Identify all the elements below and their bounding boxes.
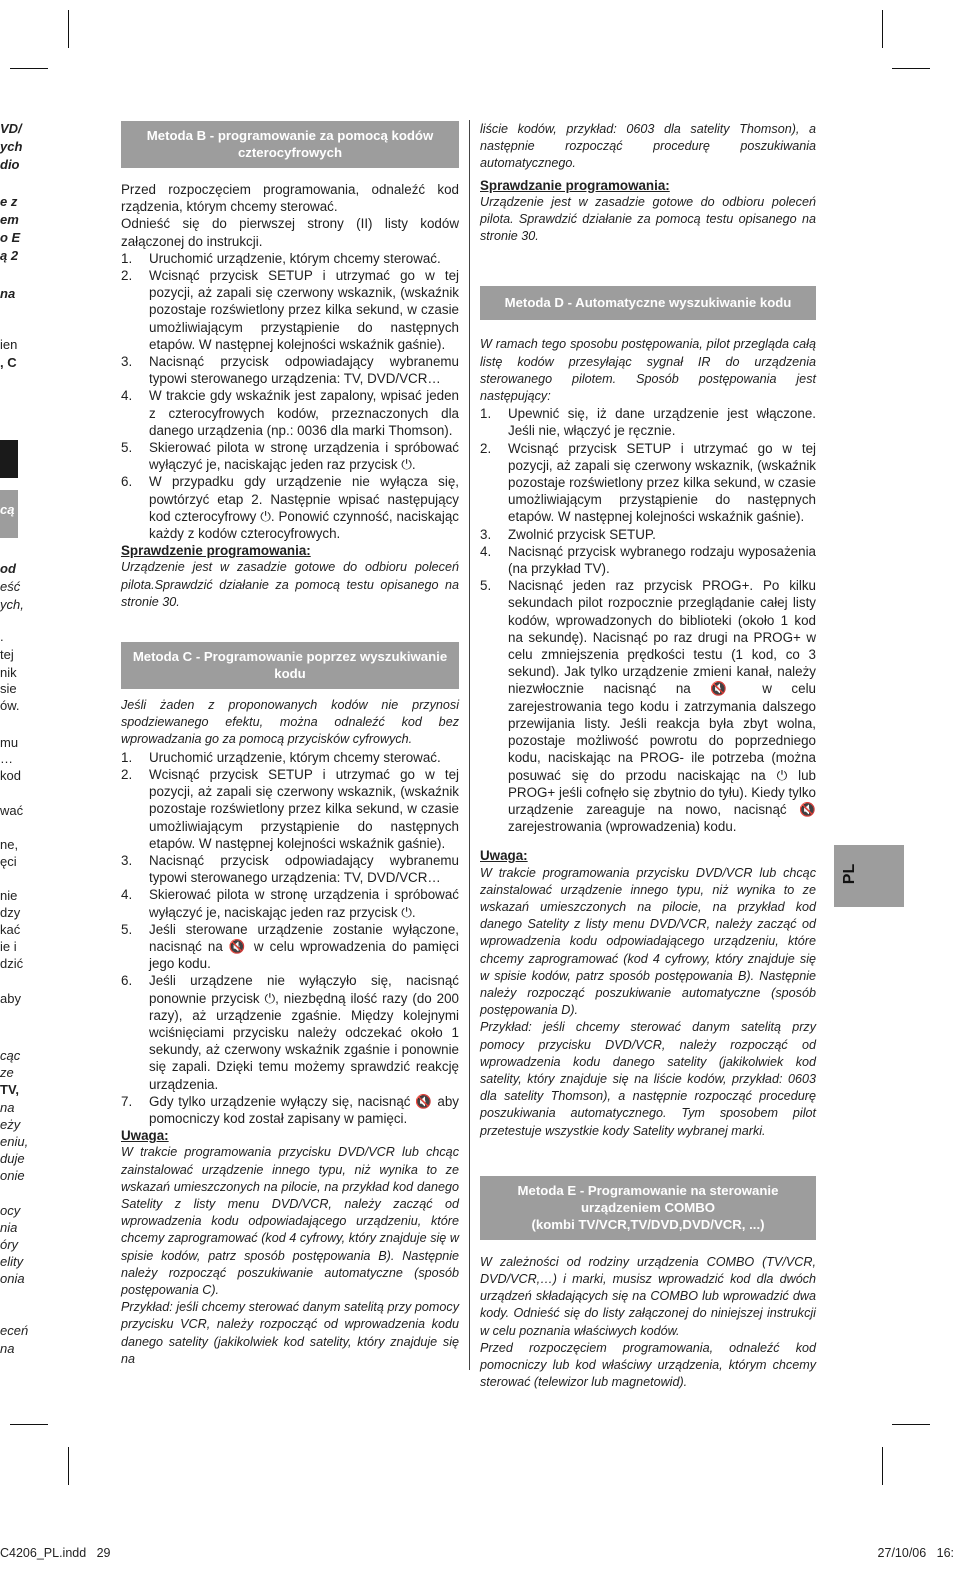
method-e-header-line: (kombi TV/VCR,TV/DVD,DVD/VCR, ...) (531, 1216, 765, 1232)
paragraph: W zależności od rodziny urządzenia COMBO (TV/VCR, DVD/VCR,…) i marki, musisz wprowadzić kod dla dwóch urządzeń składających się na COMBO lub wprowadzić dwa kody. Odnieść się do listy załączonej do niniejszej instrukcji w celu poznania właściwych kodów. (480, 1254, 816, 1338)
crop-mark (10, 1424, 48, 1425)
cut-fragment: eniu, (0, 1134, 29, 1149)
footer-date: 27/10/06 16: (877, 1546, 954, 1560)
method-b-steps (121, 250, 459, 542)
list-item: 6. Jeśli urządzene nie wyłączyło się, nacisnąć ponownie przycisk ⏻, niezbędną ilość razy (do 200 razy), aż urządzenie zgaśnie. Między kolejnymi wciśnięciami przycisku należy odczekać około 1 sekundy, aż czerwony wskaźnik zgaśnie i ponownie się zapali. Dzięki temu możemy sprawdzić reakcję urządzenia. (121, 973, 459, 1092)
cut-fragment: eść (0, 579, 21, 594)
cut-fragment: . (0, 629, 4, 644)
cut-dark-bar (0, 440, 18, 478)
cut-fragment: dzić (0, 956, 24, 971)
cut-fragment: cąc (0, 1048, 21, 1063)
method-b-header: Metoda B - programowanie za pomocą kodów czterocyfrowych (121, 121, 459, 168)
cut-fragment: , C (0, 355, 17, 370)
method-d-header: Metoda D - Automatyczne wyszukiwanie kodu (480, 286, 816, 320)
paragraph: Przykład: jeśli chcemy sterować danym satelitą przy pomocy przycisku VCR, należy rozpocząć od wprowadzenia kodu danego satelity (jakikolwiek kod satelity, który znajduje się na (121, 1300, 459, 1366)
section-subtitle: Sprawdzanie programowania: (480, 177, 670, 193)
list-item: 5. Skierować pilota w stronę urządzenia i spróbować wyłączyć je, naciskając jeden raz przycisk ⏻. (121, 440, 459, 473)
cut-fragment: onie (0, 1168, 25, 1183)
method-c-header: Metoda C - Programowanie poprzez wyszukiwanie kodu (121, 642, 459, 689)
list-item: 1. Uruchomić urządzenie, którym chcemy sterować. (121, 749, 441, 765)
list-item: 5. Nacisnąć jeden raz przycisk PROG+. Po kilku sekundach pilot rozpocznie przeglądanie całej listy kodów, wprowadzonych do biblioteki (około 1 kod na sekundę). Nacisnąć po raz drugi na PROG+ w celu zmniejszenia prędkości testu (1 kod, co 3 sekund). Jak tylko urządzenie zmieni kanał, należy niezwłocznie nacisnąć na 🔇 w celu zarejestrowania tego kodu i zatrzymania dalszego przewijania listy. Jeśli reakcja była zbyt wolna, pozostaje możliwość powrotu do poprzedniego kodu, naciskając na PROG- ile potrzeba (można posuwać się do przodu naciskając na ⏻ lub PROG+ jeśli cofnęło się zbytnio do tyłu). Kiedy tylko urządzenie zareaguje na nowo, nacisnąć 🔇 zarejestrowania (wprowadzenia) kodu. (480, 578, 816, 835)
method-e-header-line: Metoda E - Programowanie na sterowanie (517, 1182, 779, 1198)
cut-fragment: nik (0, 665, 17, 680)
list-item: 4. Nacisnąć przycisk wybranego rodzaju wyposażenia (na przykład TV). (480, 543, 816, 577)
paragraph: liście kodów, przykład: 0603 dla satelity Thomson), a następnie rozpocząć procedurę poszukiwania automatycznego. (480, 122, 816, 171)
list-item: 2. Wcisnąć przycisk SETUP i utrzymać go w tej pozycji, aż zapali się czerwony wskaznik, (wskaźnik pozostaje rozświetlony przez kilka sekund, w czasie umożliwiającym przystąpienie do następnych etapów. W następnej kolejności wskaźnik gaśnie). (121, 268, 459, 352)
list-item: 2. Wcisnąć przycisk SETUP i utrzymać go w tej pozycji, aż zapali się czerwony wskaznik, (wskaźnik pozostaje rozświetlony przez kilka sekund, w czasie umożliwiającym przystąpienie do następnych etapów. W następnej kolejności wskaźnik gaśnie). (121, 766, 459, 851)
method-d-steps (480, 405, 816, 835)
cut-fragment: sie (0, 681, 17, 696)
crop-mark (10, 68, 48, 69)
cut-fragment: eceń (0, 1323, 29, 1338)
paragraph: Urządzenie jest w zasadzie gotowe do odbioru poleceń pilota.Sprawdzić działanie za pomocą testu opisanego na stronie 30. (121, 560, 459, 609)
method-e-header (480, 1176, 816, 1240)
crop-mark (68, 1447, 69, 1485)
cut-fragment: ze (0, 1065, 14, 1080)
list-item: 3. Nacisnąć przycisk odpowiadający wybranemu typowi sterowanego urządzenia: TV, DVD/VCR… (121, 354, 459, 387)
left-column (121, 121, 459, 1368)
cut-fragment: duje (0, 1151, 25, 1166)
note-title: Uwaga: (480, 848, 528, 864)
cut-fragment: na (0, 286, 16, 301)
cut-fragment: nia (0, 1220, 18, 1235)
section-subtitle: Sprawdzenie programowania: (121, 543, 311, 559)
cut-fragment: dzy (0, 905, 21, 920)
cut-fragment: TV, (0, 1082, 20, 1097)
cut-fragment: aby (0, 991, 21, 1006)
paragraph: Urządzenie jest w zasadzie gotowe do odbioru poleceń pilota. Sprawdzić działanie za pomocą testu opisanego na stronie 30. (480, 194, 816, 244)
list-item: 1. Upewnić się, iż dane urządzenie jest włączone. Jeśli nie, włączyć je ręcznie. (480, 406, 816, 439)
cut-fragment: na (0, 1100, 15, 1115)
language-tab-label: PL (841, 863, 859, 885)
cut-fragment: ien (0, 337, 18, 352)
list-item: 1. Uruchomić urządzenie, którym chcemy sterować. (121, 250, 441, 266)
list-item: 7. Gdy tylko urządzenie wyłączy się, nacisnąć 🔇 aby pomocniczy kod został zapisany w pamięci. (121, 1093, 459, 1126)
cut-fragment: cą (0, 502, 15, 517)
paragraph: W ramach tego sposobu postępowania, pilot przegląda całą listę kodów przesyłając sygnał IR do urządzenia sterowanego pilotem. Sposób postępowania jest następujący: (480, 337, 816, 404)
list-item: 4. W trakcie gdy wskaźnik jest zapalony, wpisać jeden z czterocyfrowych kodów, przeznaczonych dla danego urządzenia (np.: 0036 dla marki Thomson). (121, 388, 459, 438)
cut-fragment: elity (0, 1254, 24, 1269)
cut-fragment: em (0, 212, 19, 227)
cut-fragment: mu (0, 735, 19, 750)
cut-fragment: nie (0, 888, 18, 903)
list-item: 4. Skierować pilota w stronę urządzenia i spróbować wyłączyć je, naciskając jeden raz przycisk ⏻. (121, 887, 459, 920)
cut-fragment: dio (0, 157, 20, 172)
cut-fragment: … (0, 751, 13, 766)
cut-fragment: VD/ (0, 121, 22, 136)
cut-fragment: kod (0, 768, 21, 783)
cut-fragment: ie i (0, 939, 17, 954)
cut-fragment: tej (0, 647, 14, 662)
list-item: 2. Wcisnąć przycisk SETUP i utrzymać go w tej pozycji, aż zapali się czerwony wskaznik, (wskaźnik pozostaje rozświetlony przez kilka sekund, w czasie umożliwiającym przystąpienie do następnych etapów. W następnej kolejności wskaźnik gaśnie). (480, 440, 816, 525)
cut-fragment: wać (0, 803, 24, 818)
cut-fragment: ych (0, 139, 23, 154)
cut-fragment: ne, (0, 837, 19, 852)
cut-fragment: kać (0, 922, 21, 937)
cut-fragment: óry (0, 1237, 19, 1252)
cut-fragment: od (0, 561, 16, 576)
paragraph: Przed rozpoczęciem programowania, odnaleźć kod rządzenia, którym chcemy sterować. (121, 182, 459, 215)
cut-fragment: e z (0, 194, 18, 209)
list-item: 6. W przypadku gdy urządzenie nie wyłącza się, powtórzyć etap 2. Następnie wpisać następujący kod czterocyfrowy ⏻. Ponowić czynność, naciskając każdy z kodów czterocyfrowych. (121, 474, 459, 542)
list-item: 5. Jeśli sterowane urządzenie zostanie wyłączone, nacisnąć na 🔇 w celu wprowadzenia do pamięci jego kodu. (121, 921, 459, 972)
cut-fragment: ych, (0, 597, 24, 612)
paragraph: Przed rozpoczęciem programowania, odnaleźć kod pomocniczy lub kod właściwy urządzenia, którym chcemy sterować (telewizor lub magnetowid). (480, 1340, 816, 1390)
right-column (480, 121, 816, 1391)
note-title: Uwaga: (121, 1128, 169, 1144)
paragraph: Jeśli żaden z proponowanych kodów nie przynosi spodziewanego efektu, można odnaleźć kod bez wprowadzania go za pomocą przycisków cyfrowych. (121, 698, 459, 747)
cut-fragment: onia (0, 1271, 25, 1286)
paragraph: Odnieść się do pierwszej strony (II) listy kodów załączonej do instrukcji. (121, 216, 459, 249)
cut-fragment: o E (0, 230, 21, 245)
cut-fragment: ą 2 (0, 248, 19, 263)
cut-fragment: ęci (0, 854, 17, 869)
paragraph: W trakcie programowania przycisku DVD/VCR lub chcąc zainstalować urządzenie innego typu, niż wynika to ze wskazań umieszczonych na pilocie, na przykład kod danego Satelity z listy menu DVD/VCR, należy zacząć od wprowadzenia kodu odpowiadającego urządzeniu, które chcemy zaprogramować (kod 4 cyfrowy, który znajduje się w spisie kodów, patrz sposób postępowania B). Następnie należy rozpocząć poszukiwanie automatyczne (sposób postępowania D). (480, 865, 816, 1018)
list-item: 3. Nacisnąć przycisk odpowiadający wybranemu typowi sterowanego urządzenia: TV, DVD/VCR… (121, 852, 459, 886)
language-tab (834, 845, 904, 907)
column-divider (469, 120, 470, 1370)
crop-mark (892, 68, 930, 69)
method-c-steps (121, 749, 459, 1127)
cut-fragment: na (0, 1341, 15, 1356)
cut-fragment: ów. (0, 698, 20, 713)
crop-mark (68, 10, 69, 48)
footer-file-info: C4206_PL.indd 29 (0, 1546, 111, 1560)
crop-mark (882, 1447, 883, 1485)
crop-mark (882, 10, 883, 48)
list-item: 3. Zwolnić przycisk SETUP. (480, 526, 656, 542)
crop-mark (892, 1424, 930, 1425)
method-e-header-line: urządzeniem COMBO (580, 1199, 716, 1215)
cut-fragment: eży (0, 1117, 21, 1132)
cut-fragment: ocy (0, 1203, 21, 1218)
paragraph: W trakcie programowania przycisku DVD/VCR lub chcąc zainstalować urządzenie innego typu, niż wynika to ze wskazań umieszczonych na pilocie, na przykład kod danego Satelity z listy menu DVD/VCR, należy zacząć od wprowadzenia kodu odpowiadającego urządzeniu, które chcemy zaprogramować (kod 4 cyfrowy, który znajduje się w spisie kodów, patrz sposób postępowania B). Następnie należy rozpocząć poszukiwanie automatyczne (sposób postępowania C). (121, 1145, 459, 1297)
paragraph: Przykład: jeśli chcemy sterować danym satelitą przy pomocy przycisku DVD/VCR, należy rozpocząć od wprowadzenia kodu danego satelity (jakikolwiek kod satelity, który znajduje się na liście kodów, przykład: 0603 dla satelity Thomson), a następnie rozpocząć procedurę poszukiwania automatycznego. Tym sposobem pilot przetestuje wszystkie kody Satelity wybranej marki. (480, 1020, 816, 1138)
